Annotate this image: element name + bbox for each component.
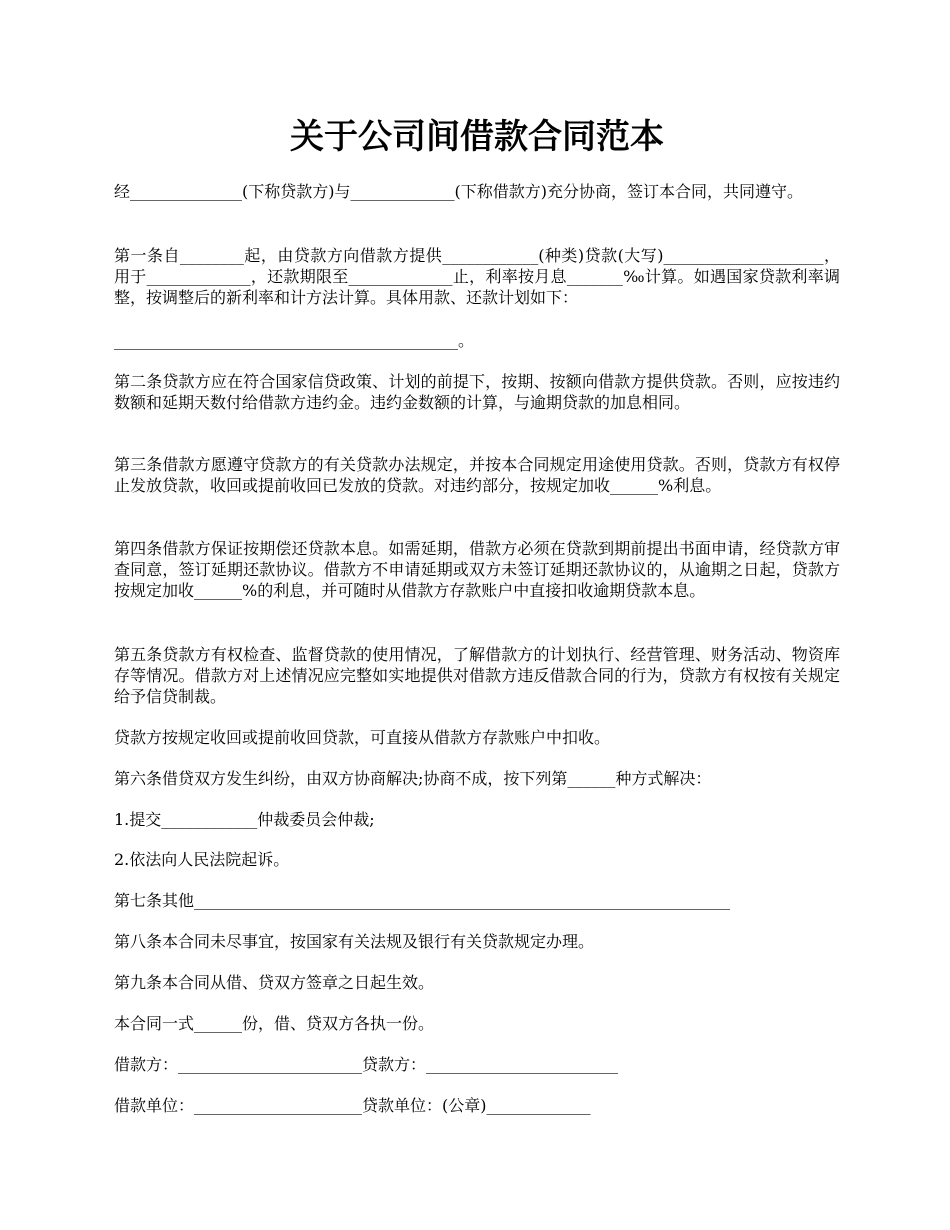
signature-line-parties: 借款方：_______________________贷款方：________________________ <box>114 1055 619 1074</box>
signature-line-units: 借款单位：_____________________贷款单位：(公章)_____________ <box>114 1096 591 1115</box>
paragraph-intro: 经______________(下称贷款方)与_____________(下称借款方)充分协商，签订本合同，共同遵守。 <box>114 182 803 201</box>
paragraph-article-9: 第九条本合同从借、贷双方签章之日起生效。 <box>114 973 435 992</box>
paragraph-article-3: 第三条借款方愿遵守贷款方的有关贷款办法规定，并按本合同规定用途使用贷款。否则，贷款方有权停止发放贷款，收回或提前收回已发放的贷款。对违约部分，按规定加收______%利息。 <box>114 455 840 495</box>
paragraph-article-8: 第八条本合同未尽事宜，按国家有关法规及银行有关贷款规定办理。 <box>114 932 595 951</box>
paragraph-article-5: 第五条贷款方有权检查、监督贷款的使用情况，了解借款方的计划执行、经营管理、财务活动、物资库存等情况。借款方对上述情况应完整如实地提供对借款方违反借款合同的行为，贷款方有权按有关规定给予信贷制裁。 <box>114 645 840 706</box>
document-title: 关于公司间借款合同范本 <box>290 117 664 157</box>
paragraph-article-6: 第六条借贷双方发生纠纷，由双方协商解决;协商不成，按下列第______种方式解决： <box>114 769 712 788</box>
paragraph-article-2: 第二条贷款方应在符合国家信贷政策、计划的前提下，按期、按额向借款方提供贷款。否则，应按违约数额和延期天数付给借款方违约金。违约金数额的计算，与逾期贷款的加息相同。 <box>114 372 840 412</box>
paragraph-article-4: 第四条借款方保证按期偿还贷款本息。如需延期，借款方必须在贷款到期前提出书面申请，经贷款方审查同意，签订延期还款协议。借款方不申请延期或双方未签订延期还款协议的，从逾期之日起，贷款方按规定加收______%的利息，并可随时从借款方存款账户中直接扣收逾期贷款本息。 <box>114 539 840 600</box>
paragraph-article-1: 第一条自________起，由贷款方向借款方提供____________(种类)贷款(大写)____________________，用于_____________，还款期限至_____________止，利率按月息_______‰计算。如遇国家贷款利率调整，按调整后的新利率和计方法计算。具体用款、还款计划如下： <box>114 246 840 307</box>
paragraph-option-court: 2.依法向人民法院起诉。 <box>114 850 290 869</box>
paragraph-repayment-plan-blank: ___________________________________________。 <box>114 331 475 350</box>
paragraph-option-arbitration: 1.提交____________仲裁委员会仲裁; <box>114 810 375 829</box>
paragraph-article-7: 第七条其他___________________________________________________________________ <box>114 891 731 910</box>
paragraph-copies: 本合同一式______份，借、贷双方各执一份。 <box>114 1014 435 1033</box>
paragraph-repayment-deduction: 贷款方按规定收回或提前收回贷款，可直接从借款方存款账户中扣收。 <box>114 728 611 747</box>
